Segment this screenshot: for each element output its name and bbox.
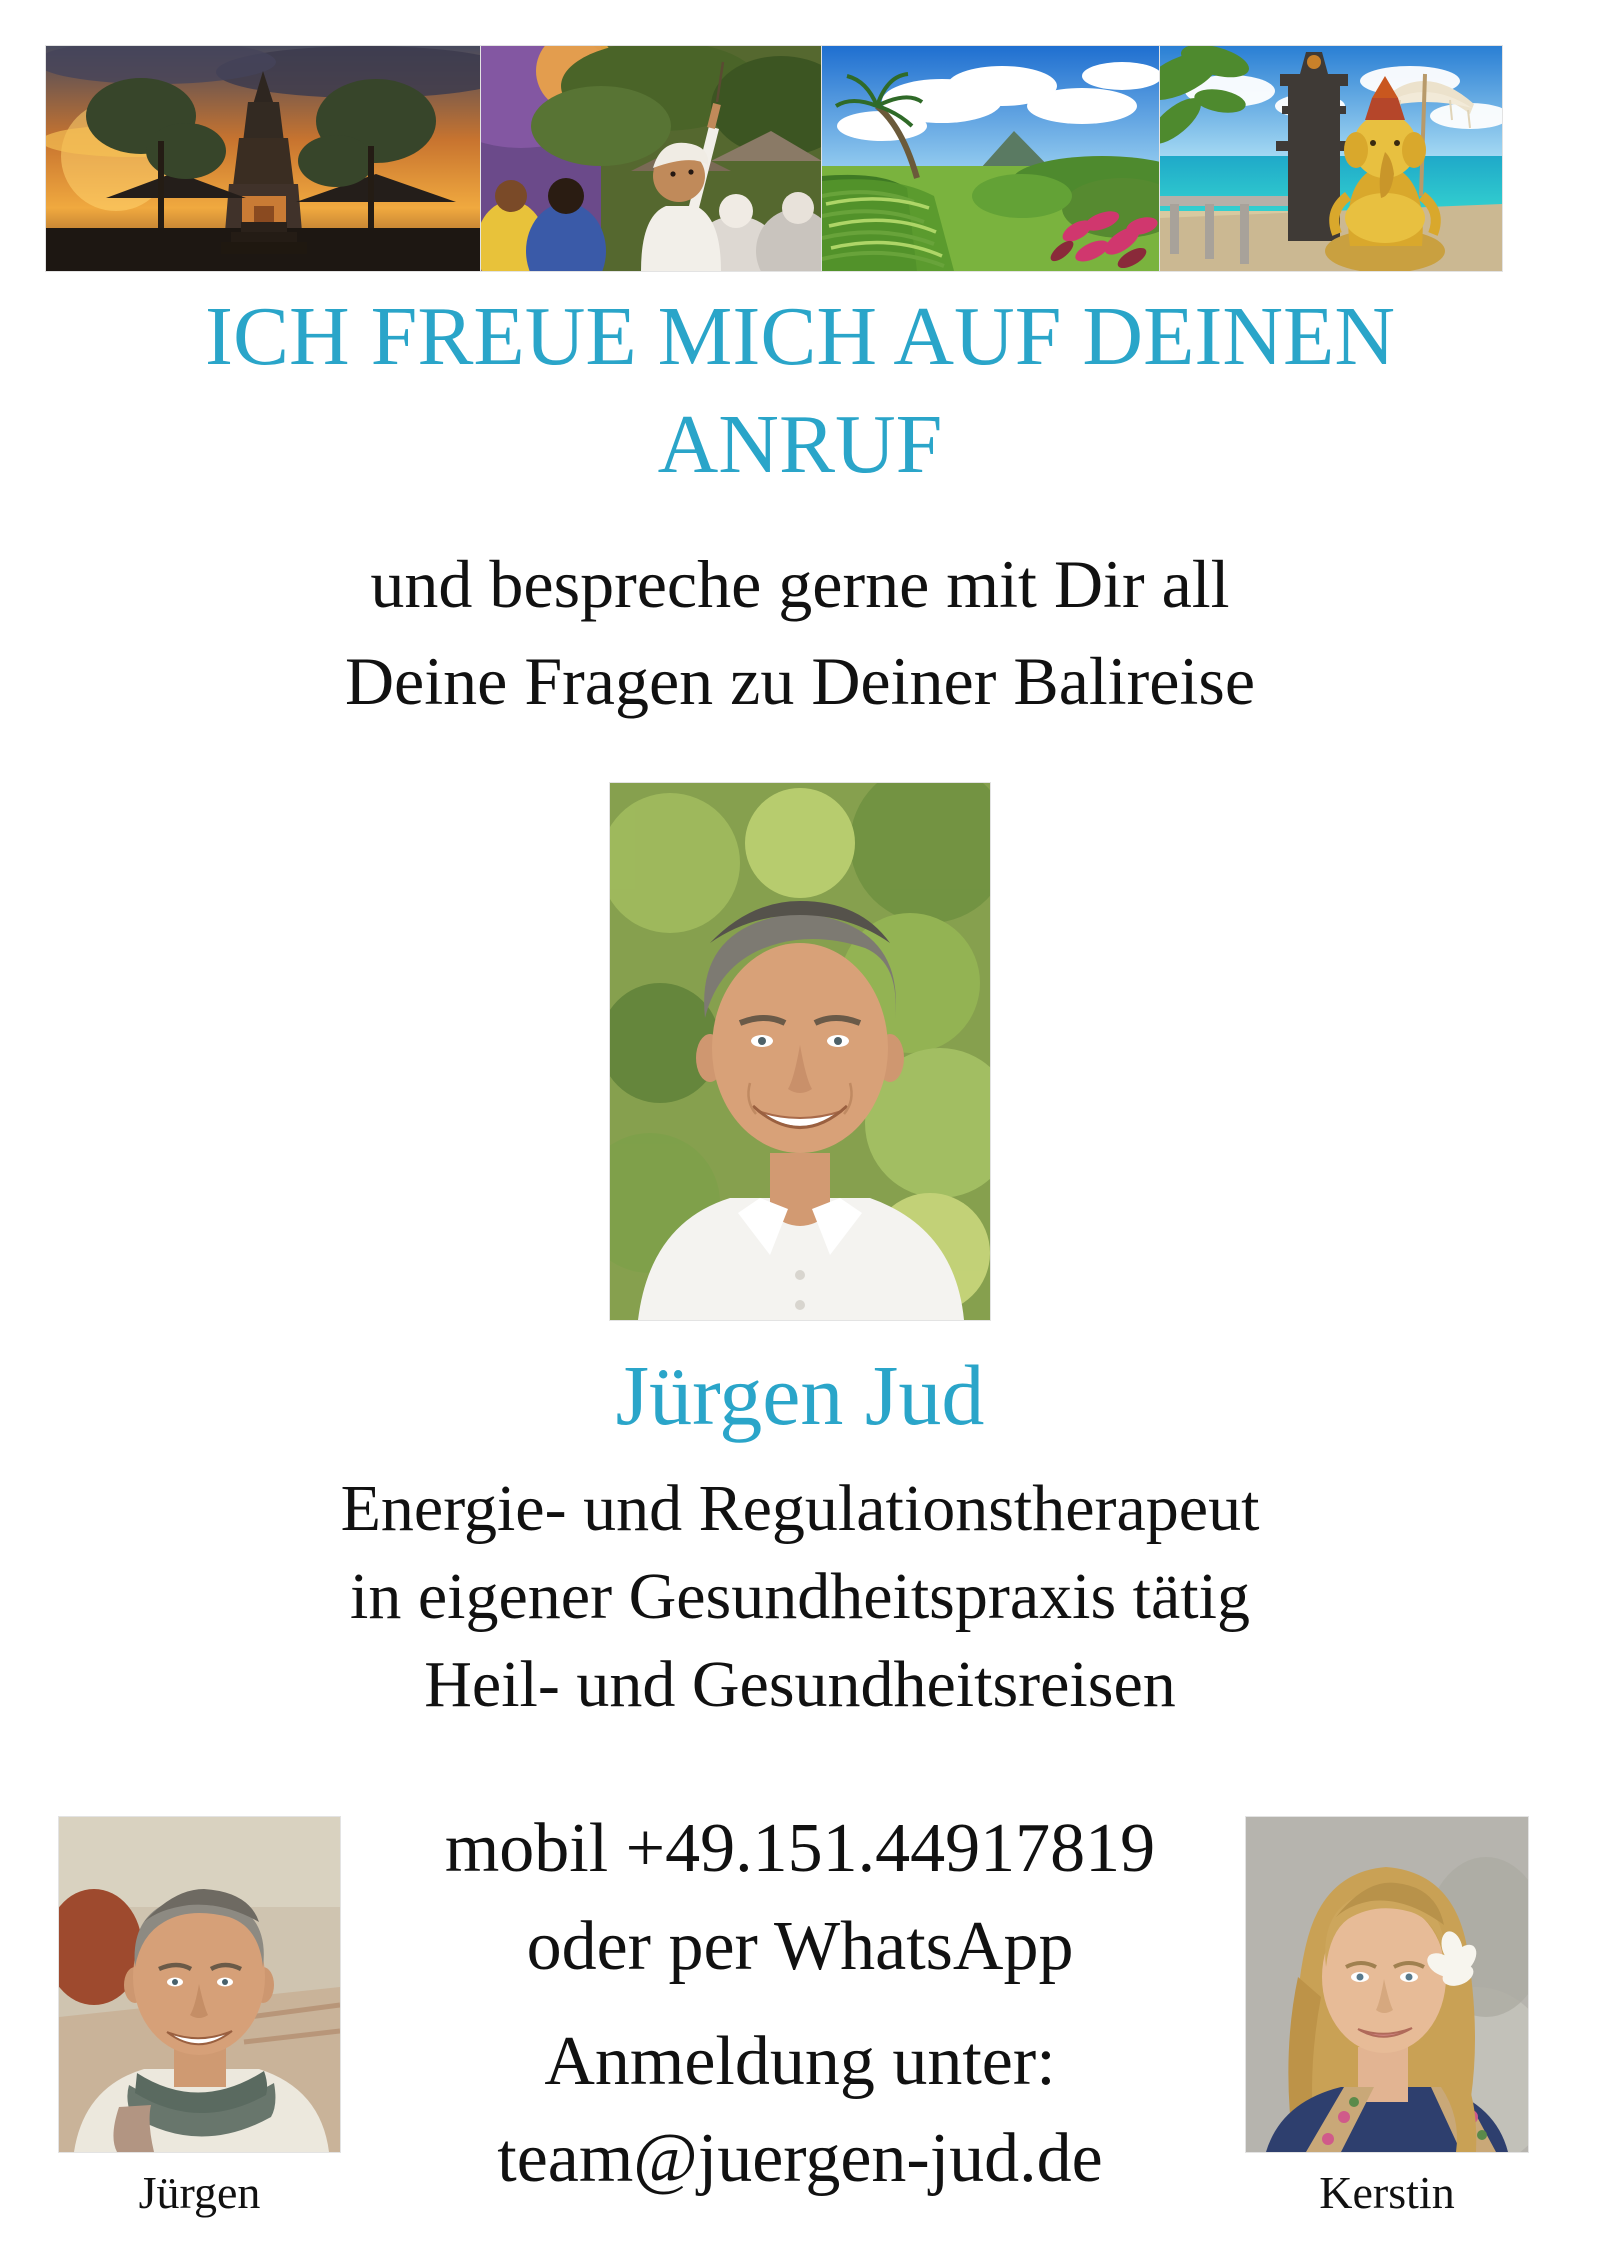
person-titles bbox=[0, 1465, 1600, 1729]
bali-photo-gallery bbox=[46, 46, 1502, 271]
intro-text bbox=[0, 536, 1600, 730]
ceremony-boy-illustration bbox=[481, 46, 822, 271]
ganesha-beach-illustration bbox=[1160, 46, 1502, 271]
headline-line-2: ANRUF bbox=[657, 398, 943, 491]
juergen-small-illustration bbox=[59, 1817, 340, 2152]
kerstin-photo bbox=[1246, 1817, 1528, 2152]
kerstin-illustration bbox=[1246, 1817, 1528, 2152]
headline bbox=[0, 283, 1600, 499]
whatsapp-line: oder per WhatsApp bbox=[526, 1908, 1074, 1985]
rice-terraces-illustration bbox=[822, 46, 1160, 271]
temple-sunset-photo bbox=[46, 46, 481, 271]
rice-terraces-photo bbox=[822, 46, 1160, 271]
person-title-2: in eigener Gesundheitspraxis tätig bbox=[350, 1560, 1250, 1633]
kerstin-photo-figure bbox=[1246, 1817, 1528, 2219]
signup-email: team@juergen-jud.de bbox=[497, 2120, 1103, 2197]
left-photo-caption: Jürgen bbox=[138, 2167, 261, 2218]
ganesha-beach-photo bbox=[1160, 46, 1502, 271]
person-name: Jürgen Jud bbox=[615, 1347, 985, 1443]
juergen-small-photo-figure bbox=[59, 1817, 340, 2219]
juergen-jud-portrait-photo bbox=[610, 783, 990, 1320]
intro-line-2: Deine Fragen zu Deiner Balireise bbox=[344, 643, 1256, 719]
signup-label: Anmeldung unter: bbox=[544, 2023, 1056, 2100]
juergen-small-photo bbox=[59, 1817, 340, 2152]
intro-line-1: und bespreche gerne mit Dir all bbox=[370, 546, 1230, 622]
ceremony-boy-photo bbox=[481, 46, 822, 271]
temple-sunset-illustration bbox=[46, 46, 481, 271]
mobile-number: mobil +49.151.44917819 bbox=[444, 1810, 1156, 1887]
person-title-3: Heil- und Gesundheitsreisen bbox=[424, 1648, 1176, 1721]
headline-line-1: ICH FREUE MICH AUF DEINEN bbox=[204, 290, 1396, 383]
juergen-jud-portrait-illustration bbox=[610, 783, 990, 1320]
right-photo-caption: Kerstin bbox=[1319, 2167, 1455, 2218]
person-title-1: Energie- und Regulationstherapeut bbox=[340, 1472, 1260, 1545]
